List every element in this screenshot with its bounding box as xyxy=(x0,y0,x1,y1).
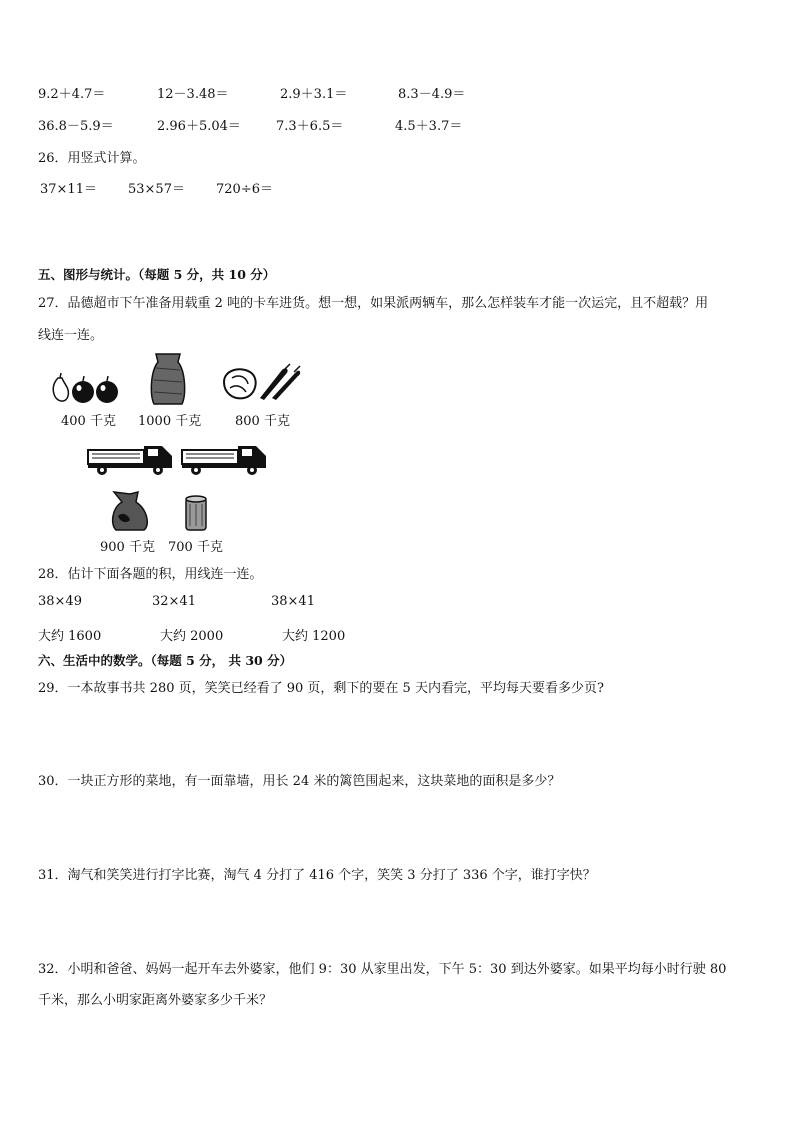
estimate-item: 大约 1200 xyxy=(282,629,346,644)
calc-item: 9.2＋4.7＝ xyxy=(38,87,106,102)
question-26-title: 26．用竖式计算。 xyxy=(38,151,146,166)
calc-item: 12－3.48＝ xyxy=(157,87,229,102)
estimate-item: 大约 1600 xyxy=(38,629,102,644)
product-item: 32×41 xyxy=(152,594,196,609)
question-32-line1: 32．小明和爸爸、妈妈一起开车去外婆家，他们 9：30 从家里出发，下午 5：30 到达外婆家。如果平均每小时行驶 80 xyxy=(38,962,727,977)
question-30: 30．一块正方形的菜地，有一面靠墙，用长 24 米的篱笆围起来，这块菜地的面积是多少？ xyxy=(38,774,561,789)
section-6-title: 六、生活中的数学。（每题 5 分， 共 30 分） xyxy=(38,653,293,668)
question-31: 31．淘气和笑笑进行打字比赛，淘气 4 分打了 416 个字，笑笑 3 分打了 336 个字，谁打字快？ xyxy=(38,868,596,883)
question-32-line2: 千米，那么小明家距离外婆家多少千米？ xyxy=(38,993,273,1008)
truck-icon xyxy=(86,440,176,476)
truck-icon xyxy=(180,440,270,476)
vertical-calc-item: 720÷6＝ xyxy=(216,182,273,197)
question-27-line2: 线连一连。 xyxy=(38,328,104,343)
vertical-calc-item: 37×11＝ xyxy=(40,182,97,197)
section-5-title: 五、图形与统计。（每题 5 分，共 10 分） xyxy=(38,267,276,282)
weight-label: 400 千克 xyxy=(61,414,116,429)
question-27-line1: 27．品德超市下午准备用载重 2 吨的卡车进货。想一想，如果派两辆车，那么怎样装车才能一次运完，且不超载？用 xyxy=(38,296,709,311)
calc-item: 36.8－5.9＝ xyxy=(38,119,114,134)
weight-label: 800 千克 xyxy=(235,414,290,429)
vertical-calc-item: 53×57＝ xyxy=(128,182,185,197)
calc-item: 2.96＋5.04＝ xyxy=(157,119,241,134)
bag-icon xyxy=(108,490,154,532)
weight-label: 700 千克 xyxy=(168,540,223,555)
calc-item: 2.9＋3.1＝ xyxy=(280,87,348,102)
calc-item: 8.3－4.9＝ xyxy=(398,87,466,102)
question-29: 29．一本故事书共 280 页，笑笑已经看了 90 页，剩下的要在 5 天内看完，平均每天要看多少页? xyxy=(38,681,604,696)
vegetables-icon xyxy=(220,362,302,402)
calc-item: 7.3＋6.5＝ xyxy=(276,119,344,134)
question-28-title: 28．估计下面各题的积，用线连一连。 xyxy=(38,567,263,582)
weight-label: 1000 千克 xyxy=(138,414,202,429)
product-item: 38×41 xyxy=(271,594,315,609)
sack-icon xyxy=(148,352,188,406)
fruit-icon xyxy=(48,372,120,406)
weight-label: 900 千克 xyxy=(100,540,155,555)
estimate-item: 大约 2000 xyxy=(160,629,224,644)
product-item: 38×49 xyxy=(38,594,82,609)
barrel-icon xyxy=(184,494,208,532)
calc-item: 4.5＋3.7＝ xyxy=(395,119,463,134)
